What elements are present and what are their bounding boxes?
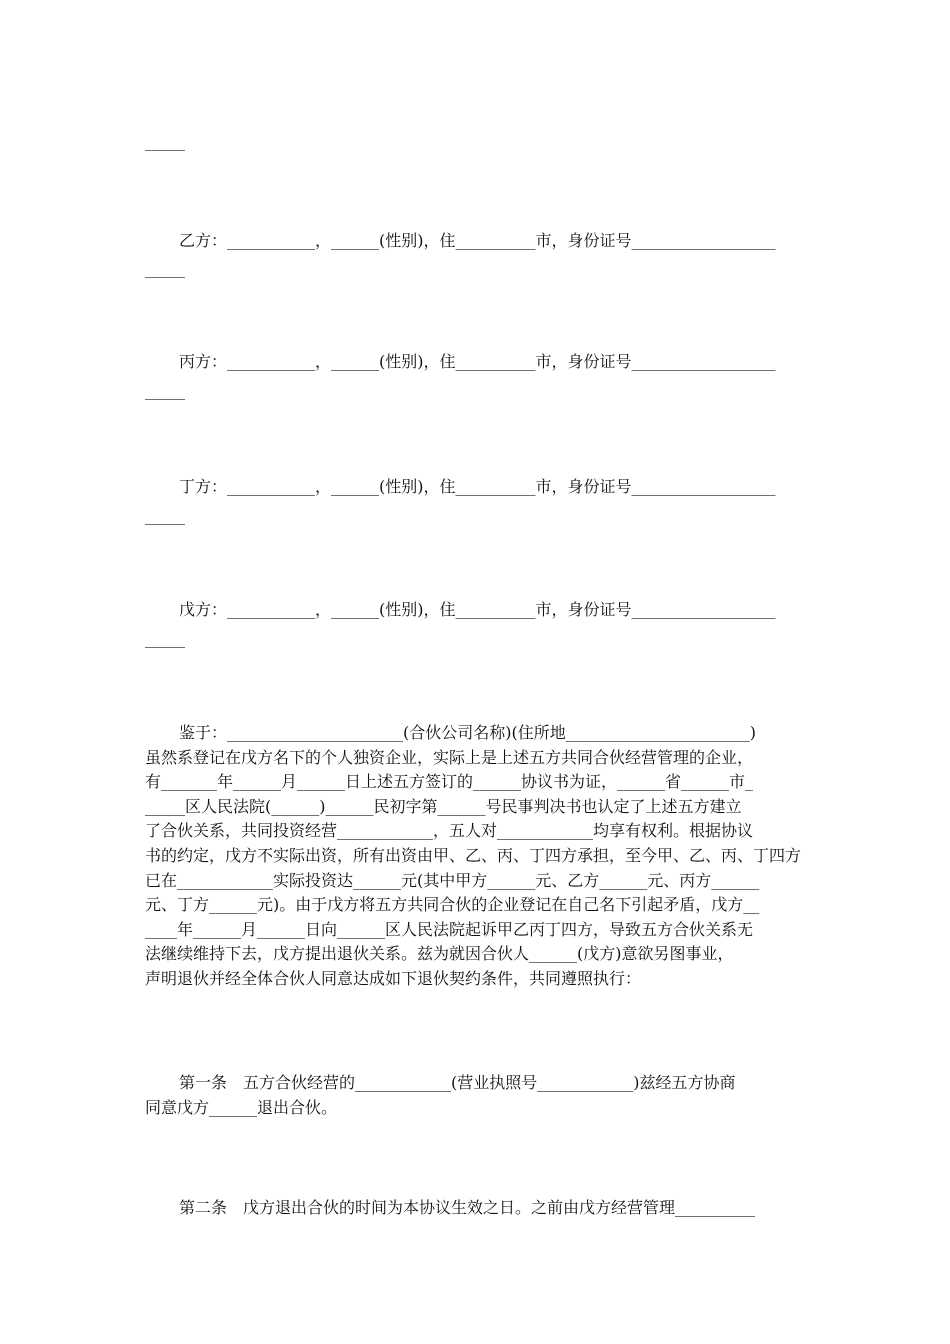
whereas-line: 声明退伙并经全体合伙人同意达成如下退伙契约条件，共同遵照执行： <box>145 968 642 988</box>
party-wu-continuation: _____ <box>145 629 185 648</box>
party-yi-line: 乙方：___________，______(性别)，住__________市，身份证号__________________ <box>179 231 776 250</box>
whereas-line: 了合伙关系，共同投资经营____________，五人对____________均享有权利。根据协议 <box>145 821 754 841</box>
article-2-line: 第二条 戊方退出合伙的时间为本协议生效之日。之前由戊方经营管理__________ <box>179 1198 756 1217</box>
party-yi-continuation: _____ <box>145 259 185 278</box>
whereas-paragraph <box>145 721 825 992</box>
whereas-line: 鉴于：______________________(合伙公司名称)(住所地_______________________) <box>179 723 756 742</box>
whereas-line: 元、丁方______元)。由于戊方将五方共同合伙的企业登记在自己名下引起矛盾，戊方__ <box>145 895 760 915</box>
party-wu-line: 戊方：___________，______(性别)，住__________市，身份证号__________________ <box>179 600 776 619</box>
article-1 <box>145 1071 825 1120</box>
article-1-line: 第一条 五方合伙经营的____________(营业执照号____________)兹经五方协商 <box>179 1073 736 1092</box>
party-ding-continuation: _____ <box>145 506 185 525</box>
whereas-line: 书的约定，戊方不实际出资，所有出资由甲、乙、丙、丁四方承担，至今甲、乙、丙、丁四方 <box>145 845 802 865</box>
whereas-line: ____年______月______日向______区人民法院起诉甲乙丙丁四方，导致五方合伙关系无 <box>145 919 754 939</box>
whereas-line: 法继续维持下去，戊方提出退伙关系。兹为就因合伙人______(戊方)意欲另图事业， <box>145 944 734 964</box>
whereas-line: _____区人民法院(______)______民初字第______号民事判决书也认定了上述五方建立 <box>145 796 742 816</box>
continuation-blank: _____ <box>145 132 185 151</box>
article-1-line: 同意戊方______退出合伙。 <box>145 1097 338 1117</box>
whereas-line: 有_______年______月______日上述五方签订的______协议书为证，______省______市_ <box>145 772 754 792</box>
article-2 <box>145 1196 825 1221</box>
whereas-line: 虽然系登记在戊方名下的个人独资企业，实际上是上述五方共同合伙经营管理的企业， <box>145 747 754 767</box>
whereas-line: 已在____________实际投资达______元(其中甲方______元、乙方______元、丙方______ <box>145 870 760 890</box>
party-bing-continuation: _____ <box>145 381 185 400</box>
party-ding-line: 丁方：___________，______(性别)，住__________市，身份证号__________________ <box>179 477 776 496</box>
party-bing-line: 丙方：___________，______(性别)，住__________市，身份证号__________________ <box>179 352 776 371</box>
